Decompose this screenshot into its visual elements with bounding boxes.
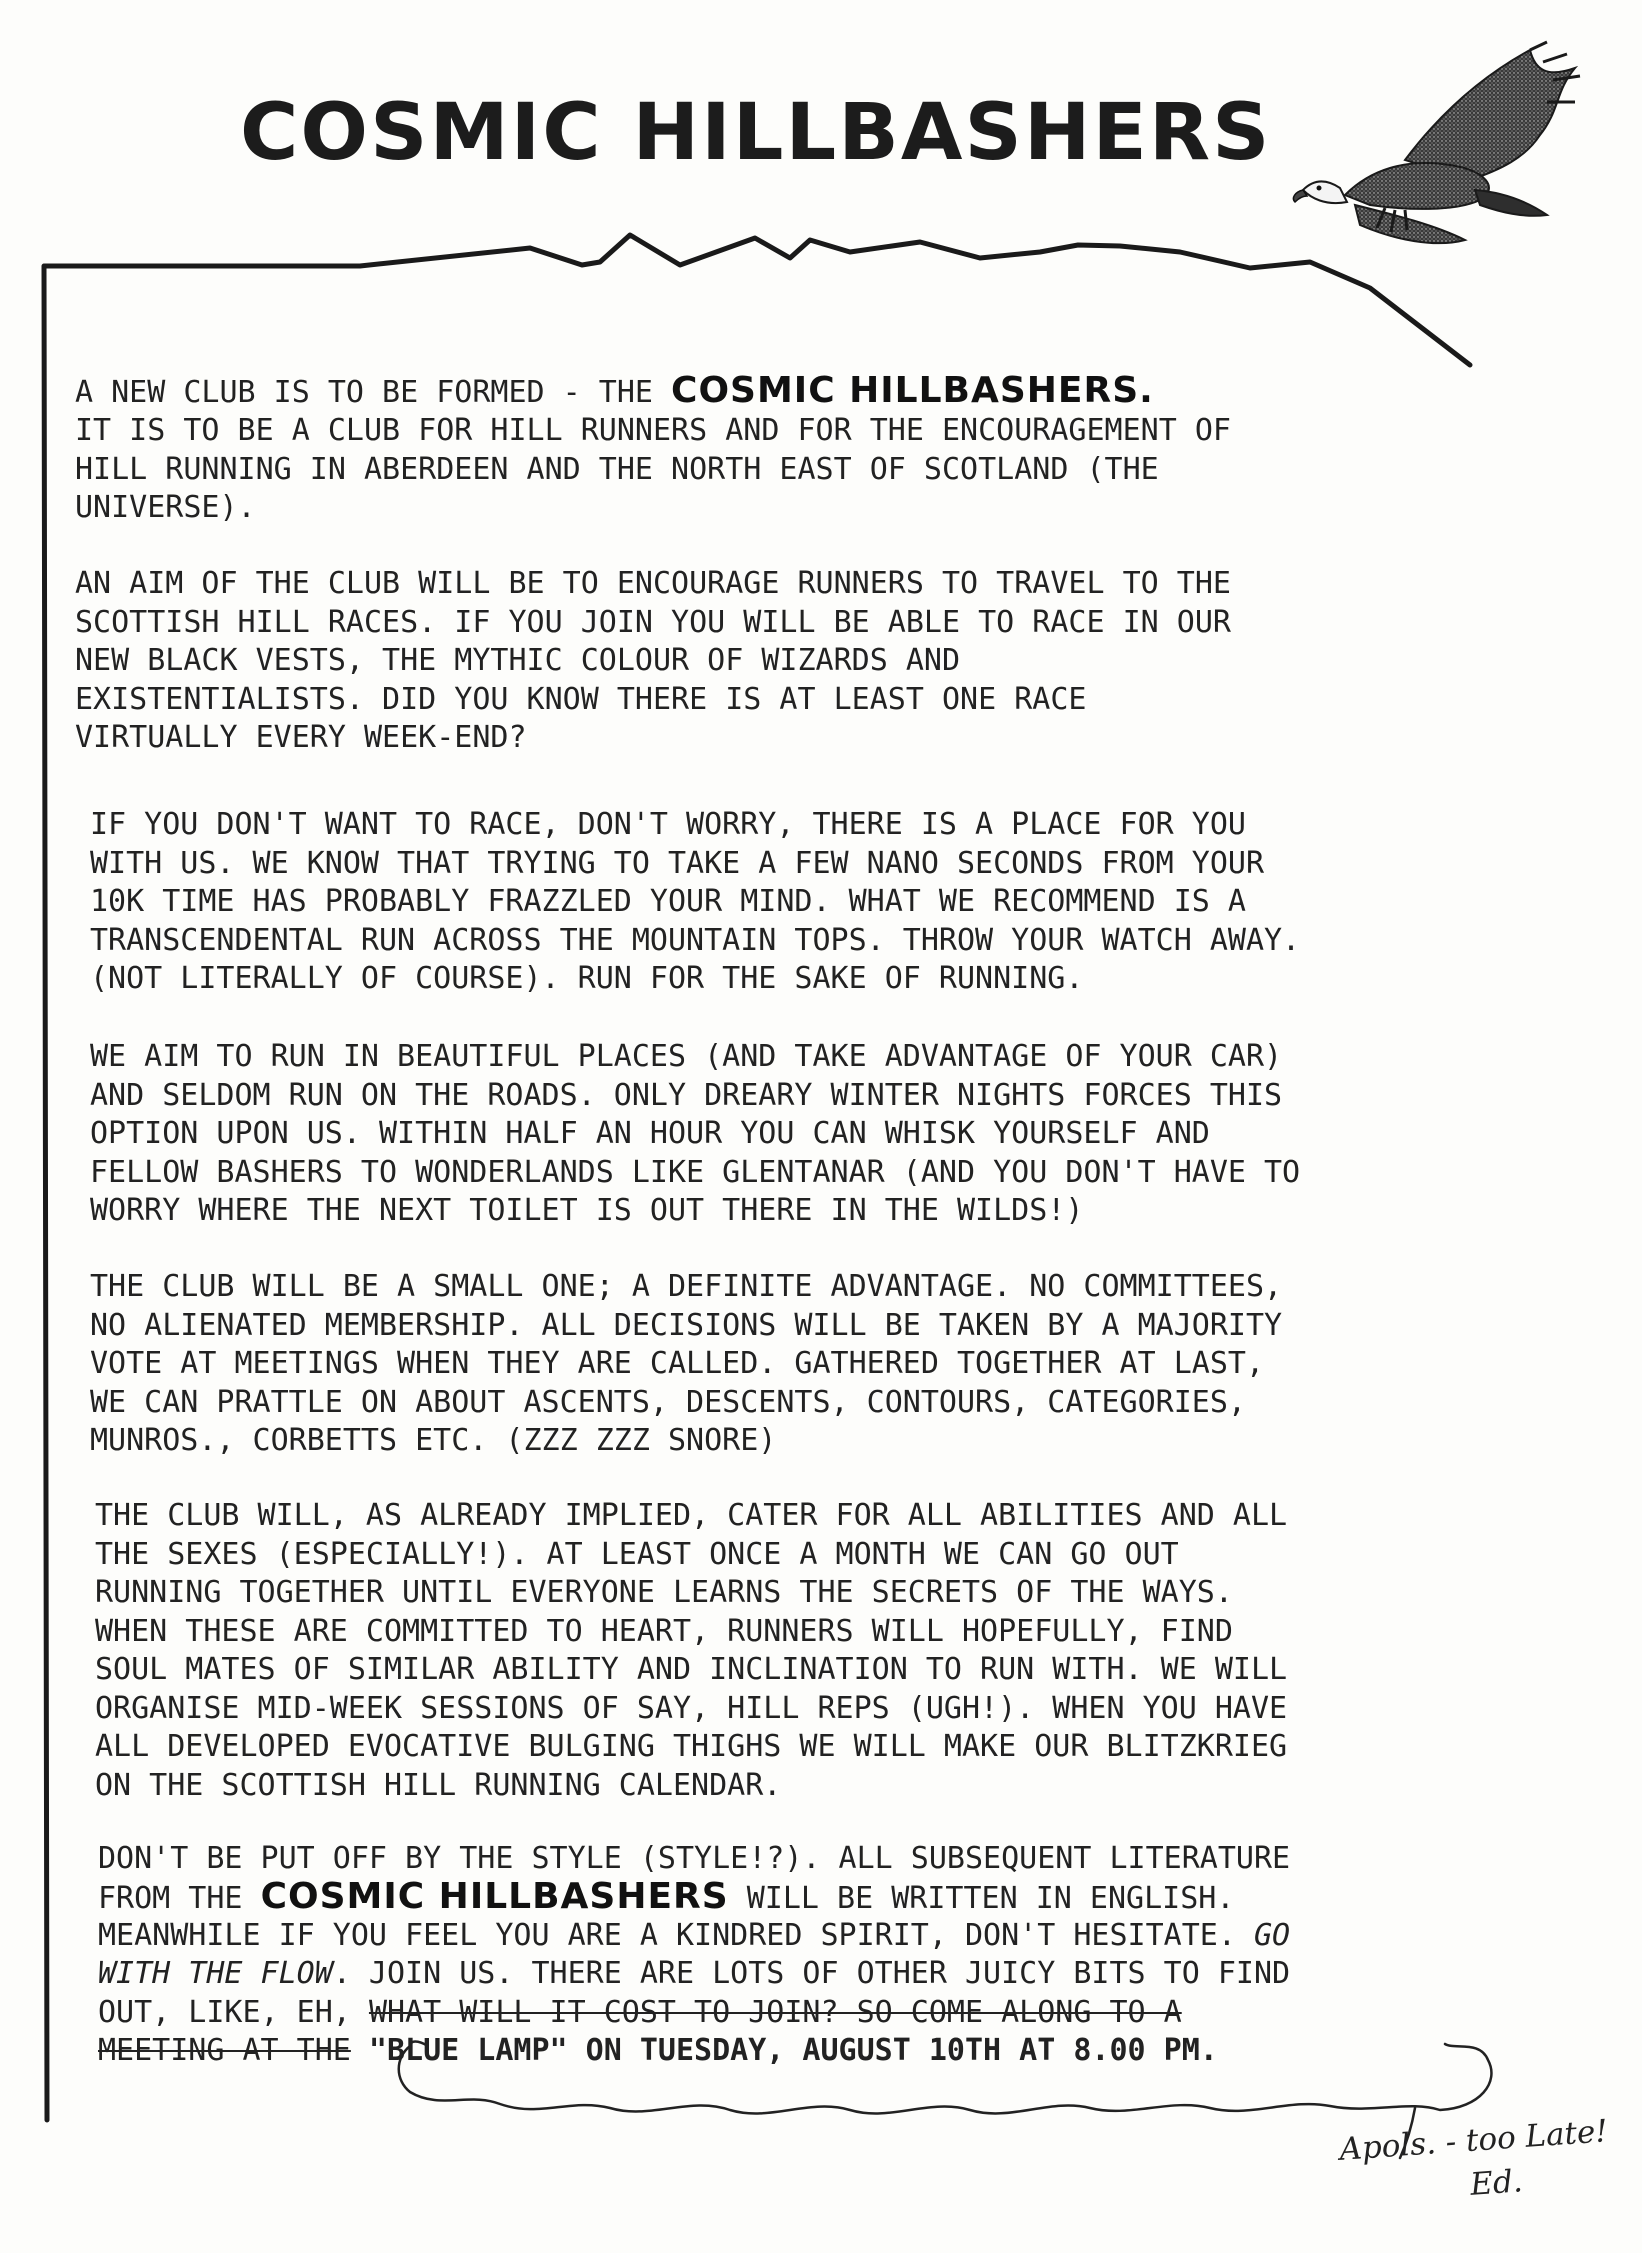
paragraph-7-line-4: [98, 1955, 1290, 1994]
paragraph-3: IF YOU DON'T WANT TO RACE, DON'T WORRY, THERE IS A PLACE FOR YOU WITH US. WE KNOW THAT TRYING TO TAKE A FEW NANO SECONDS FROM YOUR 10K TIME HAS PROBABLY FRAZZLED YOUR MIND. WHAT WE RECOMMEND IS A TRANSCENDENTAL RUN ACROSS THE MOUNTAIN TOPS. THROW YOUR WATCH AWAY. (NOT LITERALLY OF COURSE). RUN FOR THE SAKE OF RUNNING.: [90, 807, 1301, 996]
paragraph-5: THE CLUB WILL BE A SMALL ONE; A DEFINITE ADVANTAGE. NO COMMITTEES, NO ALIENATED MEMBERSHIP. ALL DECISIONS WILL BE TAKEN BY A MAJORITY VOTE AT MEETINGS WHEN THEY ARE CALLED. GATHERED TOGETHER AT LAST, WE CAN PRATTLE ON ABOUT ASCENTS, DESCENTS, CONTOURS, CATEGORIES, MUNROS., CORBETTS ETC. (ZZZ ZZZ SNORE): [90, 1269, 1283, 1458]
paragraph-2: AN AIM OF THE CLUB WILL BE TO ENCOURAGE RUNNERS TO TRAVEL TO THE SCOTTISH HILL RACES. IF YOU JOIN YOU WILL BE ABLE TO RACE IN OUR NEW BLACK VESTS, THE MYTHIC COLOUR OF WIZARDS AND EXISTENTIALISTS. DID YOU KNOW THERE IS AT LEAST ONE RACE VIRTUALLY EVERY WEEK-END?: [75, 566, 1231, 755]
page-title: COSMIC HILLBASHERS: [240, 88, 1272, 178]
paragraph-7-line-1: DON'T BE PUT OFF BY THE STYLE (STYLE!?). ALL SUBSEQUENT LITERATURE: [98, 1841, 1291, 1876]
paragraph-4: WE AIM TO RUN IN BEAUTIFUL PLACES (AND TAKE ADVANTAGE OF YOUR CAR) AND SELDOM RUN ON THE ROADS. ONLY DREARY WINTER NIGHTS FORCES THIS OPTION UPON US. WITHIN HALF AN HOUR YOU CAN WHISK YOURSELF AND FELLOW BASHERS TO WONDERLANDS LIKE GLENTANAR (AND YOU DON'T HAVE TO WORRY WHERE THE NEXT TOILET IS OUT THERE IN THE WILDS!): [90, 1039, 1301, 1228]
meeting-details: "BLUE LAMP" ON TUESDAY, AUGUST 10TH AT 8.00 PM.: [350, 2033, 1218, 2068]
struck-text-meeting: MEETING AT THE: [98, 2033, 351, 2068]
paragraph-7-line-3: [98, 1917, 1290, 1956]
paragraph-7-line-2: [98, 1878, 1234, 1919]
inline-club-logo: COSMIC HILLBASHERS.: [671, 370, 1154, 411]
p1-lead: A NEW CLUB IS TO BE FORMED - THE: [75, 375, 672, 410]
struck-text-cost: WHAT WILL IT COST TO JOIN? SO COME ALONG TO A: [368, 1995, 1182, 2030]
p7-line4-rest: . JOIN US. THERE ARE LOTS OF OTHER JUICY BITS TO FIND: [332, 1956, 1291, 1991]
paragraph-1-rest: IT IS TO BE A CLUB FOR HILL RUNNERS AND FOR THE ENCOURAGEMENT OF HILL RUNNING IN ABERDEEN AND THE NORTH EAST OF SCOTLAND (THE UNIVERSE).: [75, 413, 1231, 525]
inline-club-logo-2: COSMIC HILLBASHERS: [260, 1876, 729, 1917]
eagle-illustration: [1285, 40, 1585, 250]
p7-line2-rest: WILL BE WRITTEN IN ENGLISH.: [728, 1881, 1235, 1916]
p7-line2-lead: FROM THE: [98, 1881, 261, 1916]
paragraph-7-line-6: [98, 2032, 1218, 2071]
p7-line5-lead: OUT, LIKE, EH,: [98, 1995, 369, 2030]
handwritten-editor-note: [1338, 2109, 1612, 2216]
paragraph-1: [75, 372, 1154, 413]
p7-line3-text: MEANWHILE IF YOU FEEL YOU ARE A KINDRED SPIRIT, DON'T HESITATE.: [98, 1918, 1254, 1953]
paragraph-6: THE CLUB WILL, AS ALREADY IMPLIED, CATER FOR ALL ABILITIES AND ALL THE SEXES (ESPECIALLY!). AT LEAST ONCE A MONTH WE CAN GO OUT RUNNING TOGETHER UNTIL EVERYONE LEARNS THE SECRETS OF THE WAYS. WHEN THESE ARE COMMITTED TO HEART, RUNNERS WILL HOPEFULLY, FIND SOUL MATES OF SIMILAR ABILITY AND INCLINATION TO RUN WITH. WE WILL ORGANISE MID-WEEK SESSIONS OF SAY, HILL REPS (UGH!). WHEN YOU HAVE ALL DEVELOPED EVOCATIVE BULGING THIGHS WE WILL MAKE OUR BLITZKRIEG ON THE SCOTTISH HILL RUNNING CALENDAR.: [95, 1498, 1288, 1803]
paragraph-7-line-5: [98, 1994, 1182, 2033]
handwritten-note-line-1: Apols. - too Late!: [1338, 2113, 1609, 2168]
handwritten-note-signature: Ed.: [1469, 2163, 1524, 2203]
p7-line3-italic: GO: [1253, 1918, 1291, 1953]
p7-line4-italic: WITH THE FLOW: [98, 1956, 333, 1991]
